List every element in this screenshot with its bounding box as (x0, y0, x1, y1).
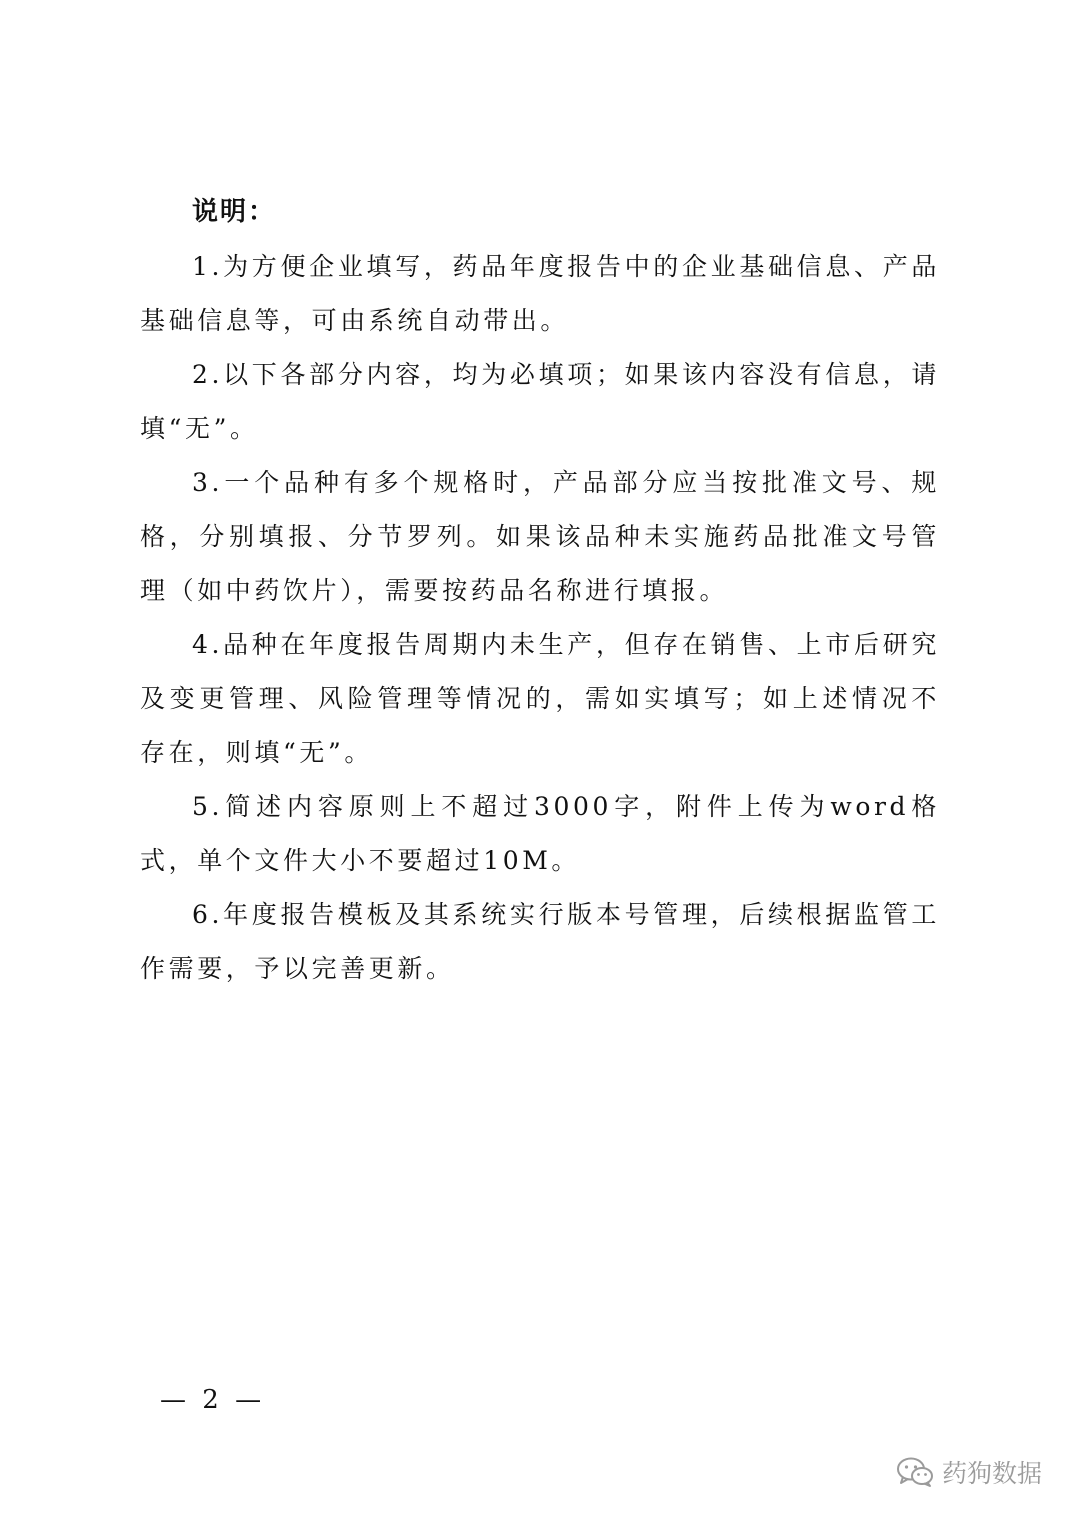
watermark (896, 1452, 1042, 1492)
instruction-item-6: 6.年度报告模板及其系统实行版本号管理，后续根据监管工作需要，予以完善更新。 (140, 900, 940, 983)
instructions-body (140, 240, 940, 996)
instruction-item-1: 1.为方便企业填写，药品年度报告中的企业基础信息、产品基础信息等，可由系统自动带出。 (140, 252, 940, 335)
instruction-item-3: 3.一个品种有多个规格时，产品部分应当按批准文号、规格，分别填报、分节罗列。如果该品种未实施药品批准文号管理（如中药饮片），需要按药品名称进行填报。 (140, 468, 940, 605)
watermark-text: 药狗数据 (942, 1459, 1043, 1488)
wechat-icon (896, 1456, 934, 1488)
instruction-item-2: 2.以下各部分内容，均为必填项；如果该内容没有信息，请填“无”。 (140, 360, 940, 443)
page-number: — 2 — (160, 1385, 266, 1415)
section-heading: 说明： (192, 197, 277, 227)
instruction-item-4: 4.品种在年度报告周期内未生产，但存在销售、上市后研究及变更管理、风险管理等情况的，需如实填写；如上述情况不存在，则填“无”。 (140, 630, 940, 767)
instruction-item-5: 5.简述内容原则上不超过3000字，附件上传为word格式，单个文件大小不要超过10M。 (140, 792, 940, 875)
